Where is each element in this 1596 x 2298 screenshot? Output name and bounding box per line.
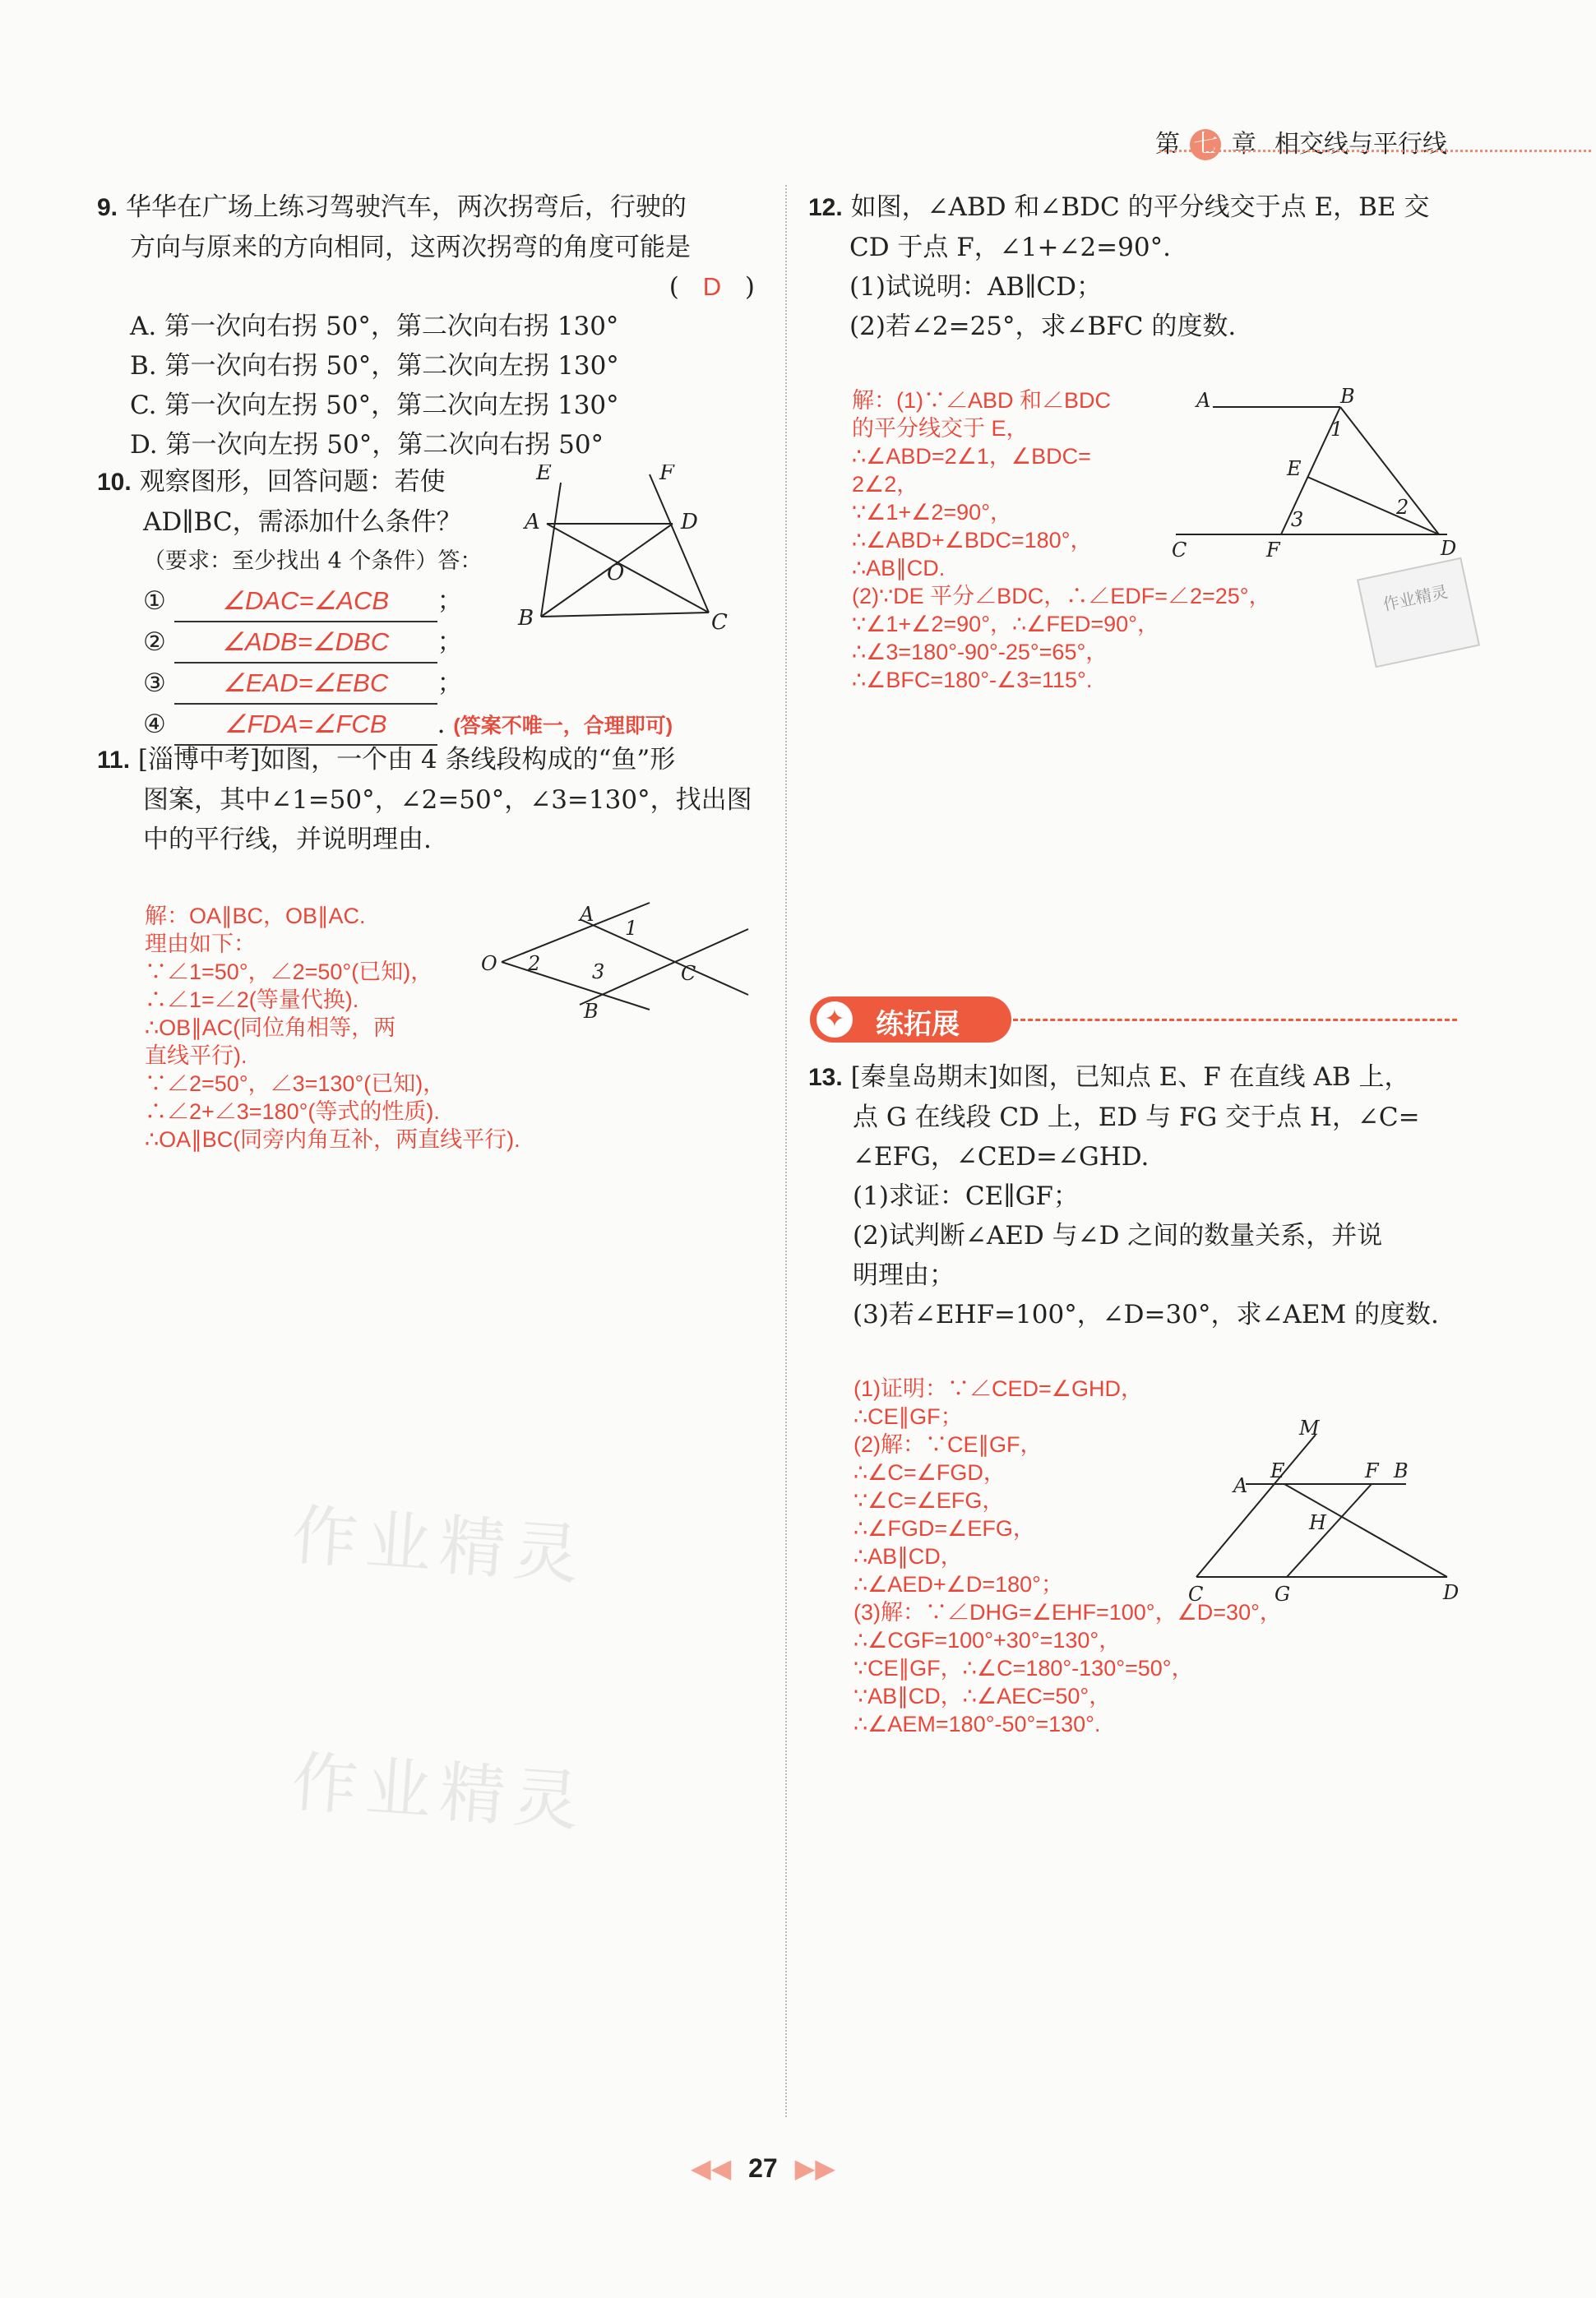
q12-label-c: C — [1172, 539, 1187, 562]
q11-label-b: B — [584, 1000, 599, 1023]
q12-sol-line: (2)∵DE 平分∠BDC，∴∠EDF=∠2=25°， — [852, 584, 1271, 608]
q12-text-line1: 如图，∠ABD 和∠BDC 的平分线交于点 E，BE 交 — [850, 192, 1430, 222]
column-divider — [785, 185, 787, 2117]
section-banner — [810, 996, 1011, 1043]
q11-number: 11. — [97, 747, 131, 774]
q11-label-a: A — [580, 903, 594, 926]
q13-sub1: (1)求证：CE∥GF； — [853, 1181, 1079, 1211]
q10-label-c: C — [711, 610, 728, 635]
q10-answer-1: ∠DAC=∠ACB — [174, 581, 437, 622]
q13-sol-line: ∴CE∥GF； — [854, 1404, 963, 1429]
q13-label-b: B — [1394, 1459, 1409, 1482]
q11-text-line2: 图案，其中∠1=50°，∠2=50°，∠3=130°，找出图 — [143, 785, 752, 815]
q9-text-line1: 华华在广场上练习驾驶汽车，两次拐弯后，行驶的 — [125, 192, 687, 222]
watermark: 作业精灵 — [289, 1496, 590, 1594]
q13-sol-line: ∵CE∥GF，∴∠C=180°-130°=50°， — [854, 1656, 1194, 1681]
q12-sol-line: ∴∠BFC=180°-∠3=115°. — [852, 668, 1093, 692]
q13-sol-line: (2)解：∵CE∥GF， — [854, 1432, 1043, 1457]
q13-number: 13. — [808, 1064, 843, 1091]
q11-sol-line: ∵∠2=50°，∠3=130°(已知)， — [145, 1071, 446, 1096]
q10-label-o: O — [607, 561, 625, 585]
q12-label-1: 1 — [1330, 418, 1344, 441]
q12-sol-line: ∴AB∥CD. — [852, 556, 946, 580]
q11-label-1: 1 — [625, 917, 638, 940]
q11-sol-line: ∴OA∥BC(同旁内角互补，两直线平行). — [145, 1127, 520, 1152]
q10-answer-2: ∠ADB=∠DBC — [174, 622, 437, 664]
q13-sol-line: ∴AB∥CD， — [854, 1544, 963, 1569]
q12-sol-line: ∴∠3=180°-90°-25°=65°， — [852, 640, 1108, 664]
q11-figure — [477, 896, 756, 1028]
q10-label-a: A — [525, 510, 540, 534]
q9-option-b: B. 第一次向右拐 50°，第二次向左拐 130° — [130, 351, 619, 381]
page-number: 27 — [748, 2153, 778, 2183]
q12-number: 12. — [808, 194, 843, 221]
question-12 — [808, 187, 1565, 346]
chapter-header — [1155, 123, 1447, 160]
q12-label-e: E — [1287, 457, 1302, 480]
q13-sol-line: ∴∠AEM=180°-50°=130°. — [854, 1712, 1101, 1736]
q13-sol-line: (1)证明：∵∠CED=∠GHD， — [854, 1376, 1143, 1401]
q9-option-d: D. 第一次向左拐 50°，第二次向右拐 50° — [130, 430, 604, 460]
q10-item-4: ④ ∠FDA=∠FCB . (答案不唯一，合理即可) — [97, 705, 779, 746]
q13-sub2b: 明理由； — [853, 1260, 955, 1290]
q11-label-o: O — [481, 952, 497, 975]
q9-option-a: A. 第一次向右拐 50°，第二次向右拐 130° — [130, 312, 619, 341]
q13-sol-line: ∵∠C=∠EFG， — [854, 1488, 1005, 1513]
chapter-number: 七 — [1190, 129, 1221, 160]
q10-answer-3: ∠EAD=∠EBC — [174, 664, 437, 705]
prev-arrows-icon: ◀◀ — [691, 2153, 732, 2183]
chapter-title: 相交线与平行线 — [1274, 131, 1448, 158]
runner-icon: ✦ — [817, 1001, 853, 1038]
watermark: 作业精灵 — [289, 1743, 590, 1841]
q13-sol-line: ∴∠AED+∠D=180°； — [854, 1572, 1063, 1597]
q13-label-a: A — [1233, 1474, 1248, 1497]
q10-label-b: B — [518, 606, 534, 631]
q9-paren-close: ) — [744, 272, 755, 302]
stamp-logo — [1357, 557, 1480, 668]
q9-option-c: C. 第一次向左拐 50°，第二次向左拐 130° — [130, 391, 619, 420]
q13-label-c: C — [1188, 1583, 1204, 1606]
q11-text-line1: [淄博中考]如图，一个由 4 条线段构成的“鱼”形 — [137, 745, 676, 774]
q13-sol-line: ∵AB∥CD，∴∠AEC=50°， — [854, 1684, 1112, 1708]
q12-sub1: (1)试说明：AB∥CD； — [849, 272, 1102, 302]
q12-sol-line: ∵∠1+∠2=90°， — [852, 500, 1012, 525]
q10-text-line2: AD∥BC，需添加什么条件？ — [143, 507, 462, 537]
q10-item-2: ② ∠ADB=∠DBC ； — [97, 622, 779, 664]
q9-answer: D — [702, 272, 722, 301]
next-arrows-icon: ▶▶ — [794, 2153, 835, 2183]
q12-label-b: B — [1340, 385, 1355, 408]
q13-label-f: F — [1365, 1459, 1379, 1482]
q13-text-line2: 点 G 在线段 CD 上，ED 与 FG 交于点 H，∠C= — [853, 1103, 1420, 1132]
question-13 — [808, 1057, 1565, 1334]
q9-options — [97, 307, 755, 465]
q10-figure — [510, 465, 748, 641]
q12-label-d: D — [1441, 537, 1457, 560]
q13-label-h: H — [1309, 1511, 1326, 1534]
q11-sol-line: ∵∠1=50°，∠2=50°(已知)， — [145, 959, 433, 984]
q12-sol-line: ∴∠ABD=2∠1，∠BDC= — [852, 444, 1091, 469]
q13-label-d: D — [1443, 1581, 1460, 1604]
q12-label-f: F — [1266, 539, 1280, 562]
q10-label-e: E — [536, 465, 552, 485]
q11-sol-line: 直线平行). — [145, 1043, 247, 1068]
page-footer — [691, 2152, 835, 2184]
question-11 — [97, 740, 771, 859]
section-banner-line — [1013, 1019, 1457, 1021]
q10-answer-4: ∠FDA=∠FCB — [174, 705, 437, 746]
q11-sol-line: 解：OA∥BC，OB∥AC. — [145, 904, 366, 928]
q9-text-line2: 方向与原来的方向相同，这两次拐弯的角度可能是 — [130, 233, 691, 262]
q10-text-line1: 观察图形，回答问题：若使 — [139, 467, 446, 497]
stamp-text: 作业精灵 — [1381, 581, 1450, 615]
q13-sol-line: ∴∠CGF=100°+30°=130°， — [854, 1628, 1122, 1653]
q10-note: (答案不唯一，合理即可) — [453, 714, 673, 737]
q11-sol-line: ∴∠2+∠3=180°(等式的性质). — [145, 1099, 440, 1124]
q11-text-line3: 中的平行线，并说明理由. — [143, 825, 432, 854]
section-title: 练拓展 — [876, 1008, 960, 1041]
q12-label-a: A — [1196, 389, 1211, 412]
q11-label-2: 2 — [528, 952, 541, 975]
q13-text-line1: [秦皇岛期末]如图，已知点 E、F 在直线 AB 上， — [850, 1062, 1410, 1092]
q12-sol-line: 的平分线交于 E， — [852, 416, 1029, 441]
q13-text-line3: ∠EFG，∠CED=∠GHD. — [853, 1142, 1150, 1172]
q13-sub3: (3)若∠EHF=100°，∠D=30°，求∠AEM 的度数. — [853, 1300, 1439, 1329]
q13-figure — [1184, 1418, 1472, 1611]
chapter-suffix: 章 — [1231, 131, 1256, 158]
q10-label-f: F — [659, 465, 675, 485]
question-9 — [97, 187, 755, 465]
q12-label-2: 2 — [1396, 496, 1409, 519]
q12-sub2: (2)若∠2=25°，求∠BFC 的度数. — [849, 312, 1237, 341]
header-divider — [1159, 150, 1591, 152]
q11-sol-line: 理由如下： — [145, 932, 256, 956]
q10-number: 10. — [97, 469, 132, 496]
q12-figure — [1168, 382, 1472, 571]
q13-sol-line: ∴∠FGD=∠EFG， — [854, 1516, 1035, 1541]
q11-label-c: C — [681, 962, 696, 985]
q9-paren-open: ( — [668, 272, 679, 302]
q10-item-1: ① ∠DAC=∠ACB ； — [97, 581, 779, 622]
q12-sol-line: 解：(1)∵∠ABD 和∠BDC — [852, 388, 1112, 413]
q11-sol-line: ∴OB∥AC(同位角相等，两 — [145, 1015, 396, 1040]
q12-sol-line: ∵∠1+∠2=90°，∴∠FED=90°， — [852, 612, 1159, 636]
q12-text-line2: CD 于点 F，∠1+∠2=90°. — [849, 233, 1171, 262]
q13-label-g: G — [1274, 1583, 1291, 1606]
q10-text-line3: （要求：至少找出 4 个条件）答： — [143, 548, 483, 574]
q13-label-m: M — [1299, 1418, 1320, 1440]
q10-label-d: D — [681, 510, 698, 534]
q12-label-3: 3 — [1291, 508, 1304, 531]
q10-item-3: ③ ∠EAD=∠EBC ； — [97, 664, 779, 705]
q12-sol-line: ∴∠ABD+∠BDC=180°， — [852, 528, 1093, 553]
chapter-prefix: 第 — [1155, 131, 1180, 158]
q12-sol-line: 2∠2， — [852, 472, 919, 497]
q13-sol-line: (3)解：∵∠DHG=∠EHF=100°，∠D=30°， — [854, 1600, 1282, 1625]
q13-label-e: E — [1270, 1459, 1285, 1482]
q13-sol-line: ∴∠C=∠FGD， — [854, 1460, 1006, 1485]
q11-sol-line: ∴∠1=∠2(等量代换). — [145, 987, 359, 1012]
q13-sub2a: (2)试判断∠AED 与∠D 之间的数量关系，并说 — [853, 1221, 1383, 1251]
q9-number: 9. — [97, 194, 118, 221]
q11-label-3: 3 — [592, 960, 605, 983]
